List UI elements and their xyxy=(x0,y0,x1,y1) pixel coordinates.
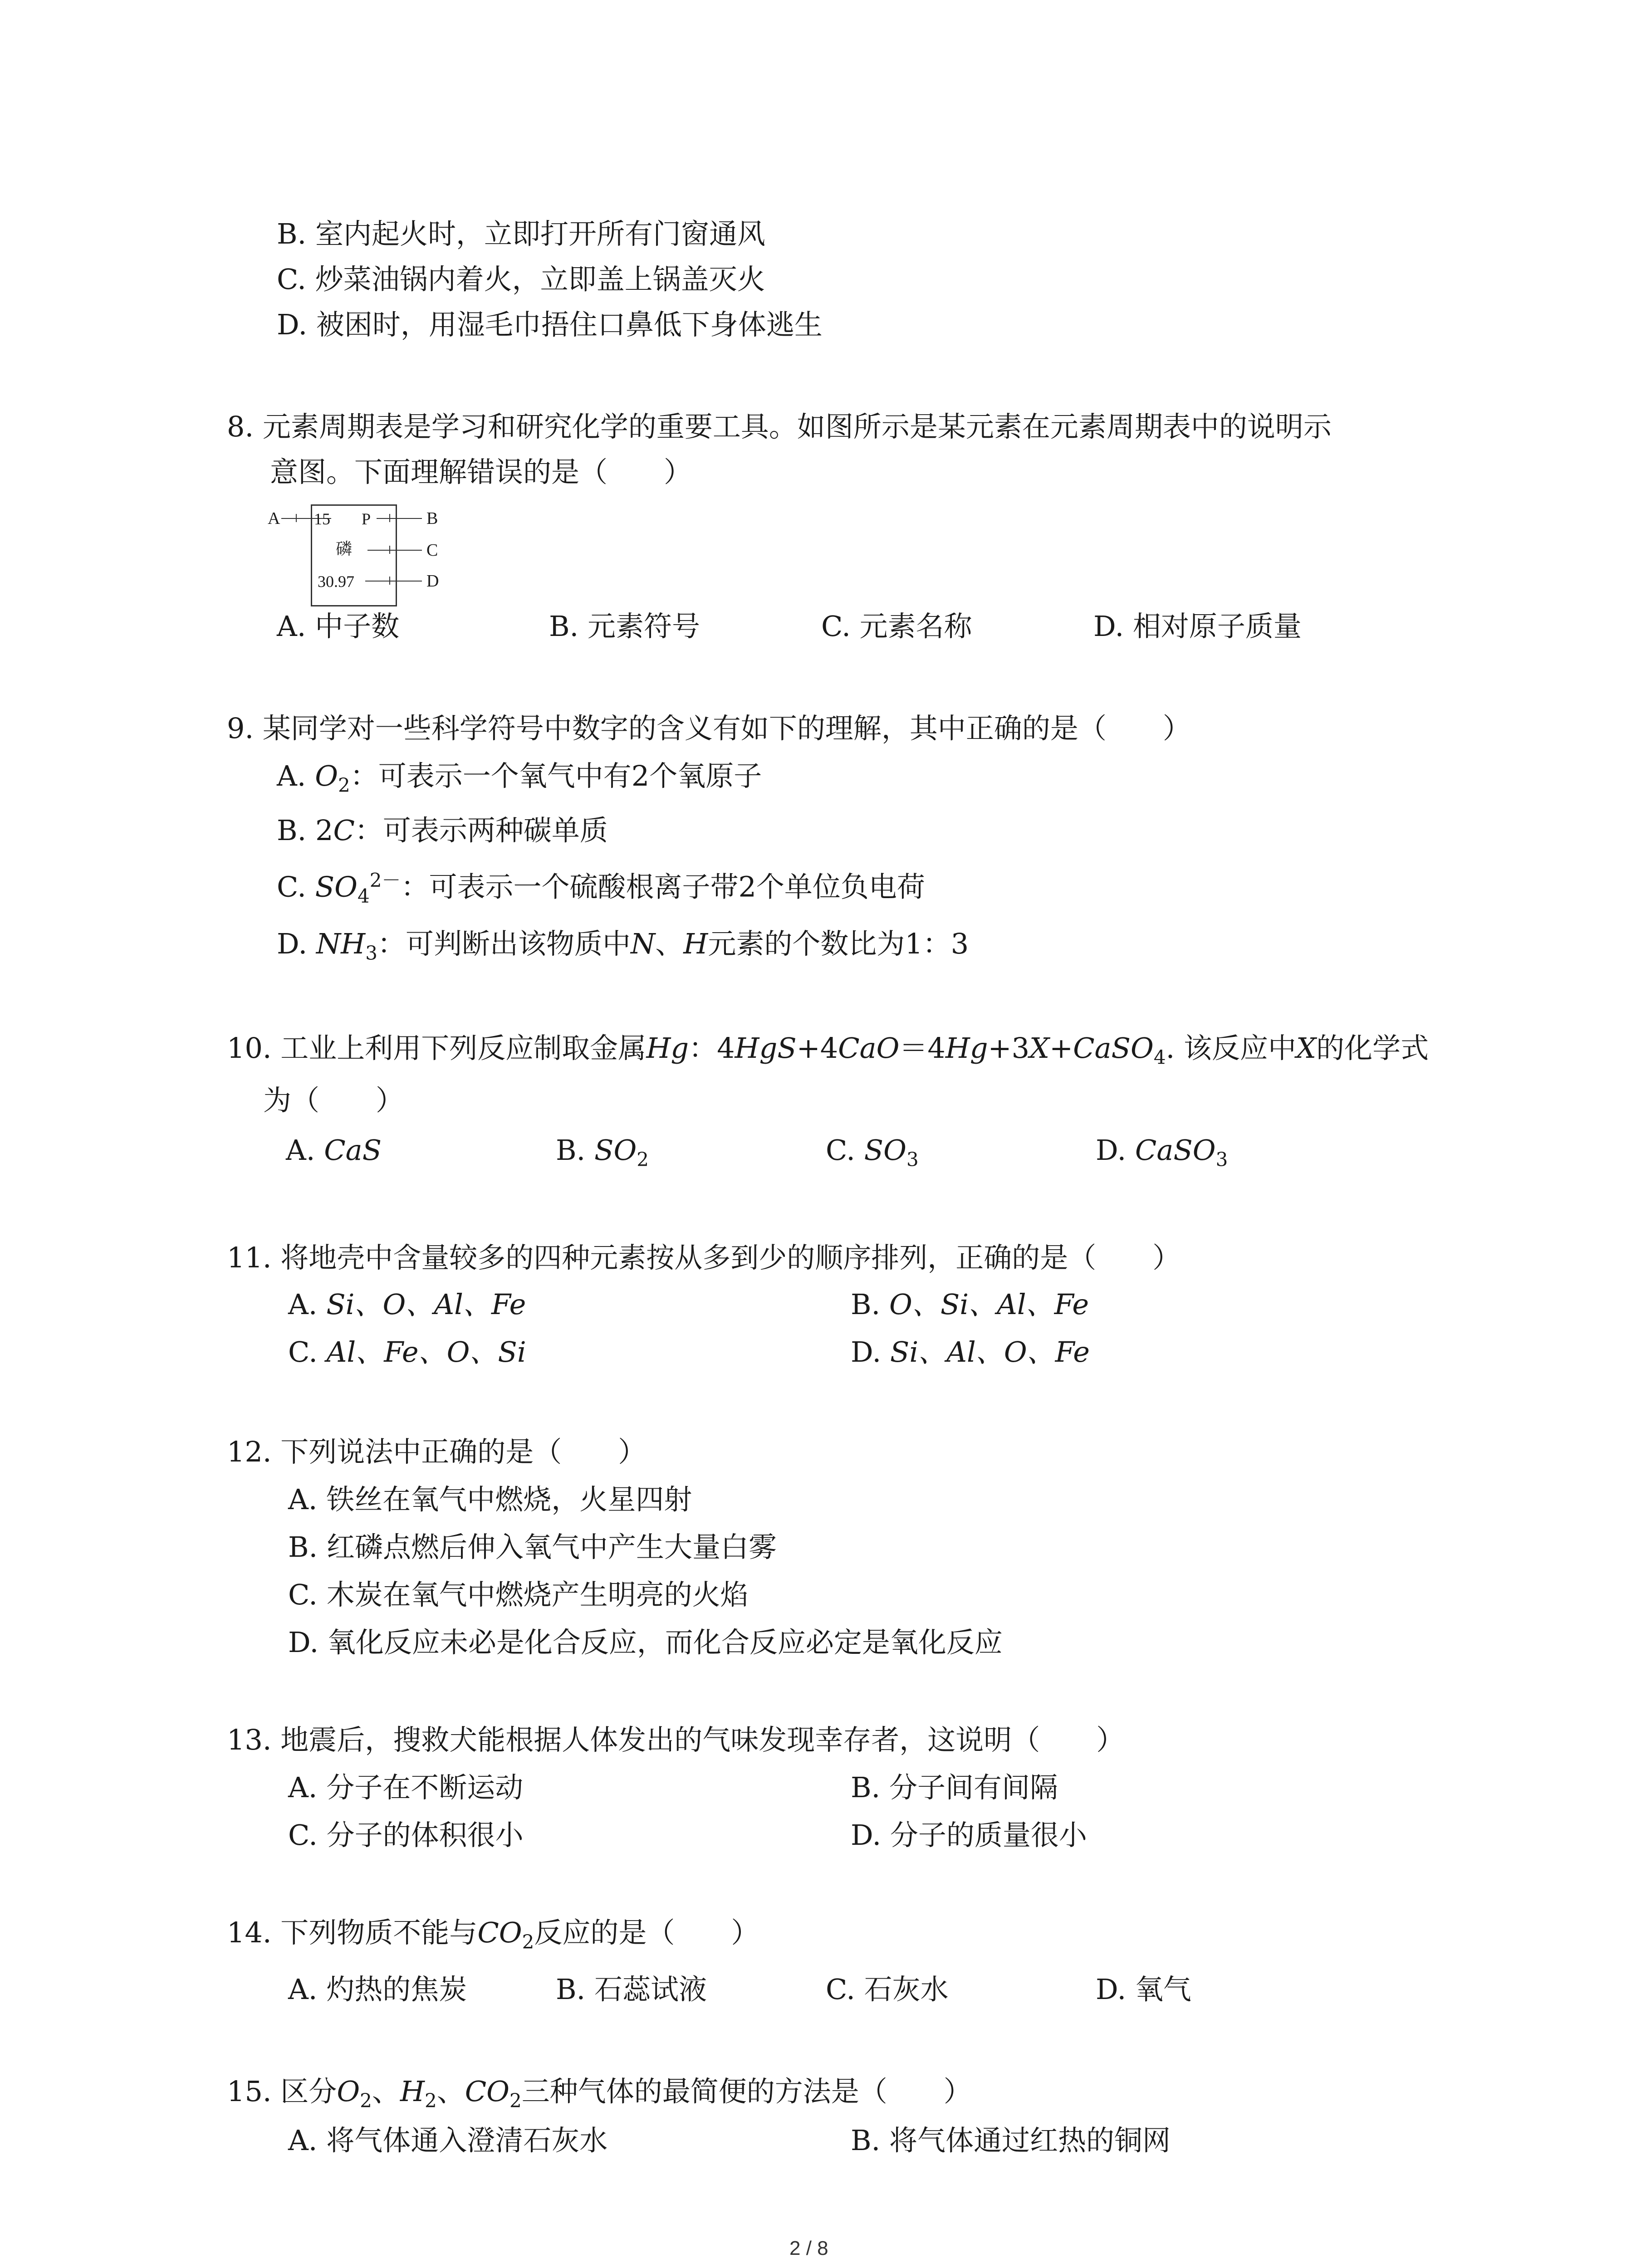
q10-stem-line2: 为（ ） xyxy=(263,1084,404,1117)
q10-stem-line1 xyxy=(227,1031,1429,1069)
q15-f1-sub: 2 xyxy=(360,2089,372,2112)
q9-b-label: B. 2 xyxy=(277,814,333,847)
q9-option-b xyxy=(277,816,608,845)
q10-c-label: C. xyxy=(826,1134,864,1167)
q9-d-h: H xyxy=(683,927,708,960)
q10-a-label: A. xyxy=(286,1134,324,1167)
q12-option-a: A. 铁丝在氧气中燃烧，火星四射 xyxy=(288,1483,692,1516)
tile-label-b: B xyxy=(426,509,438,528)
q15-option-a: A. 将气体通入澄清石灰水 xyxy=(288,2124,608,2157)
q14-option-d: D. 氧气 xyxy=(1096,1973,1191,2006)
q11-c-label: C. xyxy=(288,1335,327,1369)
tile-line-d xyxy=(365,581,422,582)
q10-eq1: HgS xyxy=(735,1031,797,1065)
q11-d-text: Si、Al、O、Fe xyxy=(890,1335,1090,1369)
q15-f3: CO xyxy=(465,2075,510,2108)
q9-d-label: D. xyxy=(277,927,316,960)
q8-option-d: D. 相对原子质量 xyxy=(1093,610,1302,643)
q9-option-d xyxy=(277,927,969,964)
tile-label-a: A xyxy=(268,509,280,528)
tile-line-b xyxy=(377,518,422,519)
q10-plus1: +4 xyxy=(796,1031,838,1065)
q7-option-b: B. 室内起火时，立即打开所有门窗通风 xyxy=(277,217,765,250)
q13-option-c: C. 分子的体积很小 xyxy=(288,1818,524,1852)
q12-option-c: C. 木炭在氧气中燃烧产生明亮的火焰 xyxy=(288,1578,749,1611)
q11-c-text: Al、Fe、O、Si xyxy=(326,1335,526,1369)
q10-plus2: +3 xyxy=(988,1031,1030,1065)
q10-d-formula: CaSO xyxy=(1135,1134,1216,1167)
q8-stem-line1: 8. 元素周期表是学习和研究化学的重要工具。如图所示是某元素在元素周期表中的说明示 xyxy=(227,410,1332,443)
q10-eq4: X xyxy=(1029,1031,1050,1065)
q9-stem: 9. 某同学对一些科学符号中数字的含义有如下的理解，其中正确的是（ ） xyxy=(227,712,1191,745)
element-tile-figure xyxy=(268,504,458,609)
tile-atomic-number: 15 xyxy=(314,510,330,528)
q10-colon: ：4 xyxy=(689,1031,735,1065)
q10-eq5: CaSO xyxy=(1073,1031,1154,1065)
q9-d-text3: 元素的个数比为1：3 xyxy=(708,927,969,960)
q11-option-d xyxy=(851,1335,1090,1369)
q10-eq2: CaO xyxy=(838,1031,900,1065)
q9-a-formula: O xyxy=(315,759,338,792)
q9-c-label: C. xyxy=(277,870,315,904)
tile-label-d: D xyxy=(426,572,439,591)
q11-b-label: B. xyxy=(851,1288,889,1321)
q7-option-d: D. 被困时，用湿毛巾捂住口鼻低下身体逃生 xyxy=(277,308,823,341)
q14-sub: 2 xyxy=(522,1931,534,1953)
q10-option-c xyxy=(826,1136,919,1169)
q15-sep1: 、 xyxy=(372,2075,400,2108)
tile-tick-d xyxy=(389,577,390,585)
q10-equals: ＝4 xyxy=(899,1031,945,1065)
q11-option-a xyxy=(288,1290,526,1319)
q14-stem xyxy=(227,1916,759,1953)
q12-stem: 12. 下列说法中正确的是（ ） xyxy=(227,1435,647,1468)
q14-tail: 反应的是（ ） xyxy=(534,1916,759,1949)
q10-hg: Hg xyxy=(646,1031,689,1065)
q12-option-d: D. 氧化反应未必是化合反应，而化合反应必定是氧化反应 xyxy=(288,1626,1003,1659)
q9-a-sub: 2 xyxy=(338,774,350,797)
q7-option-c: C. 炒菜油锅内着火，立即盖上锅盖灭火 xyxy=(277,263,765,296)
q15-f3-sub: 2 xyxy=(509,2089,522,2112)
q15-tail: 三种气体的最简便的方法是（ ） xyxy=(521,2075,972,2108)
tile-tick-a xyxy=(296,514,297,522)
page-number: 2 / 8 xyxy=(789,2237,828,2259)
q13-option-d: D. 分子的质量很小 xyxy=(851,1818,1087,1852)
q14-formula: CO xyxy=(477,1916,522,1949)
q10-c-sub: 3 xyxy=(906,1148,919,1171)
q14-option-c: C. 石灰水 xyxy=(826,1973,949,2006)
q9-a-text: ：可表示一个氧气中有2个氧原子 xyxy=(350,759,762,792)
q10-b-sub: 2 xyxy=(637,1148,649,1171)
q11-a-text: Si、O、Al、Fe xyxy=(326,1288,526,1321)
q9-a-label: A. xyxy=(277,759,315,792)
q10-eq5-sub: 4 xyxy=(1153,1046,1166,1069)
q10-d-sub: 3 xyxy=(1215,1148,1228,1171)
q11-d-label: D. xyxy=(851,1335,890,1369)
q10-d-label: D. xyxy=(1096,1134,1135,1167)
tile-atomic-mass: 30.97 xyxy=(318,572,354,591)
q10-c-formula: SO xyxy=(864,1134,906,1167)
q8-option-b: B. 元素符号 xyxy=(549,610,700,643)
q15-f2-sub: 2 xyxy=(424,2089,437,2112)
q10-x: X xyxy=(1296,1031,1317,1065)
q9-d-text2: 、 xyxy=(655,927,684,960)
tile-line-c xyxy=(367,550,422,551)
q9-d-sub: 3 xyxy=(365,942,377,964)
q13-option-a: A. 分子在不断运动 xyxy=(288,1771,524,1804)
q8-option-c: C. 元素名称 xyxy=(821,610,972,643)
q10-option-d xyxy=(1096,1136,1228,1169)
q9-c-formula: SO xyxy=(315,870,358,904)
q13-stem: 13. 地震后，搜救犬能根据人体发出的气味发现幸存者，这说明（ ） xyxy=(227,1723,1125,1756)
tile-element-name: 磷 xyxy=(336,540,353,558)
q14-option-a: A. 灼热的焦炭 xyxy=(288,1973,467,2006)
q8-option-a: A. 中子数 xyxy=(277,610,400,643)
q12-option-b: B. 红磷点燃后伸入氧气中产生大量白雾 xyxy=(288,1530,777,1564)
q9-c-sup: 2－ xyxy=(369,869,401,891)
tile-tick-b xyxy=(389,514,390,522)
tile-label-c: C xyxy=(426,541,438,560)
q10-tail2: 的化学式 xyxy=(1316,1031,1429,1065)
tile-symbol: P xyxy=(362,510,371,528)
q11-stem: 11. 将地壳中含量较多的四种元素按从多到少的顺序排列，正确的是（ ） xyxy=(227,1241,1181,1274)
q14-option-b: B. 石蕊试液 xyxy=(556,1973,707,2006)
q11-a-label: A. xyxy=(288,1288,327,1321)
q10-b-formula: SO xyxy=(594,1134,637,1167)
q9-d-text1: ：可判断出该物质中 xyxy=(377,927,631,960)
q15-stem xyxy=(227,2077,972,2110)
q15-sep2: 、 xyxy=(436,2075,465,2108)
q9-option-c xyxy=(277,871,925,906)
q9-b-text: ：可表示两种碳单质 xyxy=(354,814,608,847)
q9-c-text: ：可表示一个硫酸根离子带2个单位负电荷 xyxy=(401,870,925,904)
q10-option-a xyxy=(286,1134,382,1167)
q9-option-a xyxy=(277,759,762,797)
q10-lead: 10. 工业上利用下列反应制取金属 xyxy=(227,1031,647,1065)
q15-option-b: B. 将气体通过红热的铜网 xyxy=(851,2124,1171,2157)
q15-f1: O xyxy=(337,2075,360,2108)
q10-plus3: + xyxy=(1049,1031,1073,1065)
q11-b-text: O、Si、Al、Fe xyxy=(889,1288,1089,1321)
q15-f2: H xyxy=(400,2075,425,2108)
q10-b-label: B. xyxy=(556,1134,594,1167)
q10-eq3: Hg xyxy=(945,1031,988,1065)
q14-lead: 14. 下列物质不能与 xyxy=(227,1916,478,1949)
q13-option-b: B. 分子间有间隔 xyxy=(851,1771,1058,1804)
q10-option-b xyxy=(556,1136,649,1169)
q9-c-sub: 4 xyxy=(357,885,370,908)
q8-stem-line2: 意图。下面理解错误的是（ ） xyxy=(270,455,692,489)
q10-a-formula: CaS xyxy=(324,1134,382,1167)
q11-option-b xyxy=(851,1290,1089,1319)
q9-d-n: N xyxy=(631,927,656,960)
q11-option-c xyxy=(288,1335,526,1369)
q15-lead: 15. 区分 xyxy=(227,2075,337,2108)
q9-b-formula: C xyxy=(333,814,355,847)
tile-tick-c xyxy=(389,546,390,554)
q10-tail1: . 该反应中 xyxy=(1166,1031,1296,1065)
q9-d-formula: NH xyxy=(316,927,366,960)
